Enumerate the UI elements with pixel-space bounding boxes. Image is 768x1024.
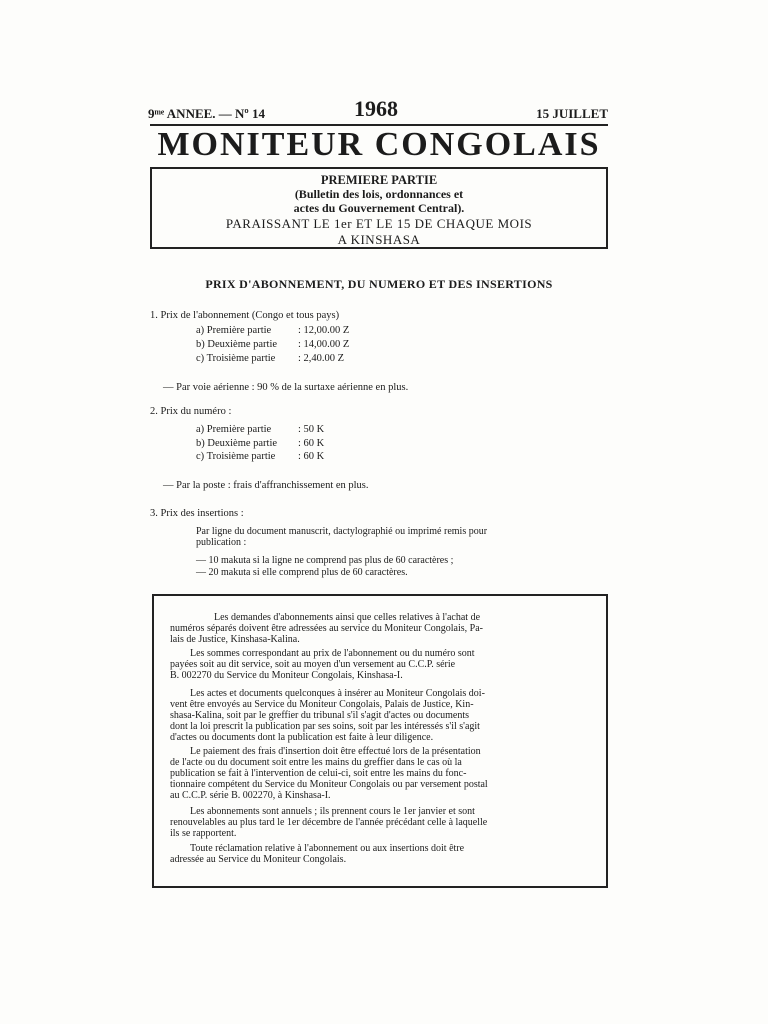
notice-line: B. 002270 du Service du Moniteur Congolais, Kinshasa-I. (170, 670, 403, 681)
subscription-row (196, 352, 344, 365)
notice-line: renouvelables au plus tard le 1er décembre de l'année précédant celle à laquelle (170, 817, 488, 828)
notice-paragraph-4 (170, 746, 592, 801)
issue-row (196, 450, 324, 463)
rate-label: b) Deuxième partie (196, 339, 278, 350)
notice-line: tionnaire compétent du Service du Moniteur Congolais ou par versement postal (170, 779, 488, 790)
schedule-line-2: A KINSHASA (337, 232, 421, 247)
notice-line: Les demandes d'abonnements ainsi que celles relatives à l'achat de (214, 612, 481, 623)
insertions-intro-1: Par ligne du document manuscrit, dactylographié ou imprimé remis pour (196, 526, 488, 537)
airmail-note: — Par voie aérienne : 90 % de la surtaxe aérienne en plus. (163, 382, 409, 393)
rate-value: : 2,40.00 Z (298, 353, 345, 364)
subscription-row (196, 338, 349, 351)
insertions-intro-2: publication : (196, 537, 247, 548)
notice-paragraph-1 (170, 612, 592, 645)
rate-value: : 60 K (298, 438, 325, 449)
notice-paragraph-6 (170, 843, 592, 865)
rate-label: c) Troisième partie (196, 451, 276, 462)
postage-note: — Par la poste : frais d'affranchissement en plus. (163, 480, 369, 491)
notice-paragraph-2 (170, 648, 592, 681)
notice-line: dont la loi prescrit la publication par ses soins, soit par les intéressés s'il s'agit (170, 721, 480, 732)
insertion-rate-2: — 20 makuta si elle comprend plus de 60 caractères. (196, 567, 408, 578)
issue-year: 1968 (354, 96, 398, 121)
notice-line: publication se fait à l'intervention de celui-ci, soit entre les mains du fonc- (170, 768, 467, 779)
notice-line: de l'acte ou du document soit entre les mains du greffier dans le cas où la (170, 757, 462, 768)
rate-value: : 60 K (298, 451, 325, 462)
subscription-row (196, 324, 349, 337)
part-label: PREMIERE PARTIE (320, 173, 438, 187)
part-box (150, 167, 608, 249)
notice-line: lais de Justice, Kinshasa-Kalina. (170, 634, 300, 645)
notice-line: ils se rapportent. (170, 828, 237, 839)
notice-line: numéros séparés doivent être adressées au service du Moniteur Congolais, Pa- (170, 623, 483, 634)
schedule-line-1: PARAISSANT LE 1er ET LE 15 DE CHAQUE MOIS (225, 216, 533, 231)
notice-line: d'actes ou documents dont la publication est faite à leur diligence. (170, 732, 434, 743)
notice-line: shasa-Kalina, soit par le greffier du tribunal s'il s'agit d'actes ou documents (170, 710, 470, 721)
notice-line: Toute réclamation relative à l'abonnement ou aux insertions doit être (190, 843, 465, 854)
notice-line: payées soit au dit service, soit au moyen d'un versement au C.C.P. série (170, 659, 456, 670)
insertions-heading: 3. Prix des insertions : (150, 508, 244, 519)
rate-label: c) Troisième partie (196, 353, 276, 364)
rate-label: a) Première partie (196, 325, 272, 336)
issue-date: 15 JUILLET (536, 106, 608, 121)
rate-value: : 12,00.00 Z (298, 325, 350, 336)
notice-paragraph-5 (170, 806, 592, 839)
edition-number: 9ᵐᵉ ANNEE. — Nº 14 (148, 106, 265, 121)
notice-line: au C.C.P. série B. 002270, à Kinshasa-I. (170, 790, 331, 801)
part-subtitle-2: actes du Gouvernement Central). (293, 201, 465, 215)
notice-line: Les actes et documents quelconques à insérer au Moniteur Congolais doi- (190, 688, 485, 699)
issue-row (196, 423, 324, 436)
notice-line: adressée au Service du Moniteur Congolais. (170, 854, 347, 865)
rate-label: b) Deuxième partie (196, 438, 278, 449)
notice-line: Les sommes correspondant au prix de l'abonnement ou du numéro sont (190, 648, 475, 659)
rate-value: : 14,00.00 Z (298, 339, 350, 350)
notice-line: vent être envoyés au Service du Moniteur Congolais, Palais de Justice, Kin- (170, 699, 474, 710)
notice-paragraph-3 (170, 688, 592, 743)
notice-line: Les abonnements sont annuels ; ils prennent cours le 1er janvier et sont (190, 806, 475, 817)
issue-header (148, 98, 608, 124)
issue-heading: 2. Prix du numéro : (150, 406, 232, 417)
subscription-heading: 1. Prix de l'abonnement (Congo et tous pays) (150, 310, 340, 321)
insertion-rate-1: — 10 makuta si la ligne ne comprend pas plus de 60 caractères ; (196, 555, 454, 566)
rate-label: a) Première partie (196, 424, 272, 435)
issue-row (196, 437, 324, 450)
part-subtitle-1: (Bulletin des lois, ordonnances et (294, 187, 464, 201)
notice-line: Le paiement des frais d'insertion doit être effectué lors de la présentation (190, 746, 481, 757)
rate-value: : 50 K (298, 424, 325, 435)
masthead-title: MONITEUR CONGOLAIS (157, 126, 601, 163)
section-title: PRIX D'ABONNEMENT, DU NUMERO ET DES INSERTIONS (205, 277, 553, 291)
